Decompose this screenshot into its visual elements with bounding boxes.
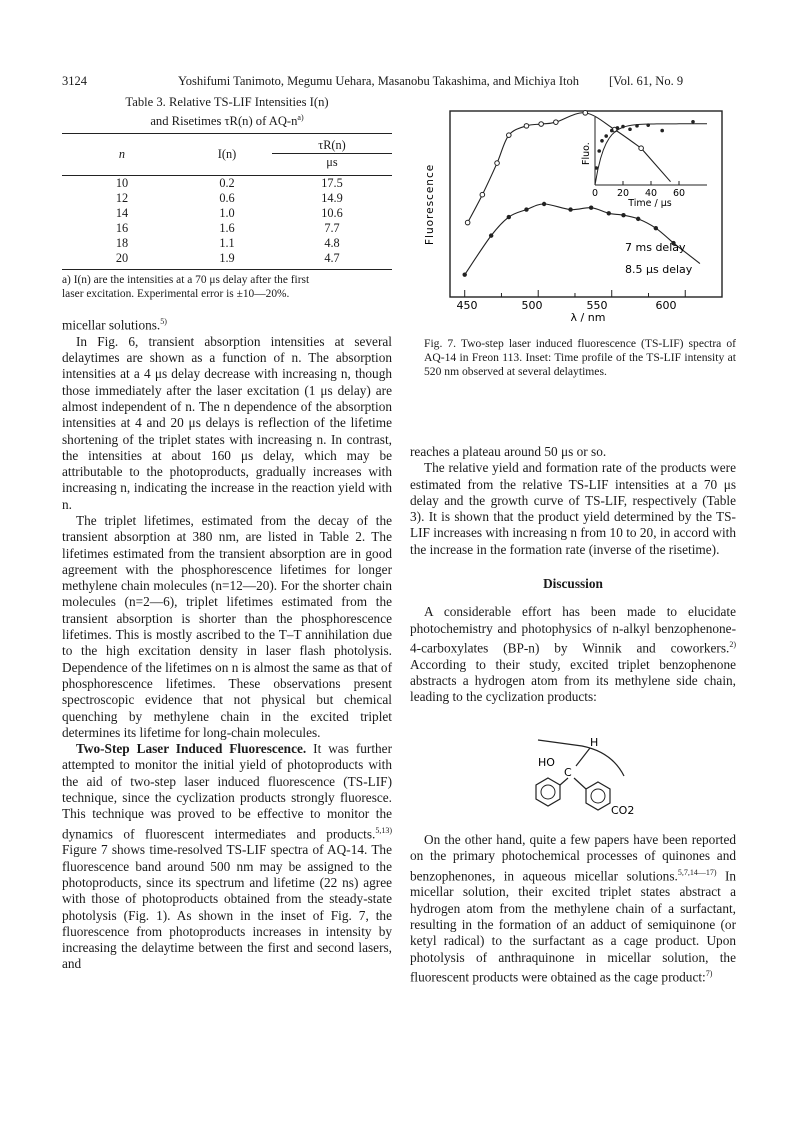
table-3-grid: [62, 137, 392, 266]
inset-data-point: [597, 149, 601, 153]
paragraph: On the other hand, quite a few papers have been reported on the primary photochemical processes of quinones and benzophenones, in aqueous micellar solutions.: [410, 832, 736, 884]
inset-tick-label: 40: [644, 188, 658, 199]
col-n-header: n: [118, 146, 126, 161]
data-point-open: [539, 122, 544, 127]
data-point-filled: [589, 206, 593, 210]
inset-growth-curve: [595, 124, 707, 185]
inset-data-point: [595, 166, 599, 170]
inset-data-point: [660, 129, 664, 133]
atom-label-H: H: [590, 736, 599, 749]
table-3: [62, 95, 392, 301]
inset-data-point: [646, 123, 650, 127]
page-number: 3124: [62, 74, 87, 88]
col-tau-header: τR(n): [272, 137, 392, 154]
data-point-open: [495, 161, 500, 166]
atom-label-C: C: [564, 766, 572, 779]
inset-data-point: [621, 125, 625, 129]
x-tick-label: 450: [456, 299, 478, 312]
inset-x-label: Time / μs: [628, 198, 672, 209]
inset-data-point: [616, 126, 620, 130]
paragraph: It was further attempted to monitor the initial yield of photoproducts with the aid of two-step laser induced fluorescence (TS-LIF) technique, since the cyclization products strongly fluoresce. This technique was proved to be effective to monitor the dynamics of fluorescent intermediates and products.: [62, 741, 392, 842]
data-point-filled: [654, 226, 658, 230]
inset-data-point: [635, 124, 639, 128]
atom-label-CO2: CO2: [611, 804, 635, 817]
paragraph: The triplet lifetimes, estimated from the decay of the transient absorption at 380 nm, are listed in Table 2. The lifetimes estimated from the transient absorption are in good agreement with the phosphorescence lifetimes for longer methylene chain molecules (n=12—20). For the shorter chain molecules (n=2—6), triplet lifetimes estimated from the transient absorption is shorter than the phosphorescence lifetimes. This is mostly ascribed to the T–T annihilation due to the high excitation density in laser flash photolysis. Dependence of the lifetimes on n is almost the same as that of phosphorescence lifetimes. These observations present spectroscopic evidence that not physical but chemical quenching by methylene chain in the excited triplet determines its lifetime for long-chain molecules.: [62, 512, 392, 740]
data-point-filled: [524, 207, 528, 211]
inset-y-label: Fluo.: [581, 142, 592, 165]
atom-label-HO: HO: [538, 756, 555, 769]
running-head-volume: [Vol. 61, No. 9: [609, 74, 684, 88]
data-point-filled: [568, 207, 572, 211]
paragraph: The relative yield and formation rate of the products were estimated from the relative TS-LIF intensities at a 70 μs delay and the growth curve of TS-LIF, respectively (Table 3). It is shown that the product yield determined by the TS-LIF increases with increasing n from 10 to 20, in accord with the increase in the formation rate (inverse of the risetime).: [410, 460, 736, 557]
data-point-filled: [507, 215, 511, 219]
figure-7-caption: Fig. 7. Two-step laser induced fluorescence (TS-LIF) spectra of AQ-14 in Freon 113. Inset: Time profile of the TS-LIF intensity at 520 nm observed at several delaytimes.: [424, 337, 736, 378]
table-row: 12 0.6 14.9: [115, 191, 343, 206]
col-tau-unit: μs: [326, 155, 338, 170]
inset-data-point: [691, 120, 695, 124]
data-point-filled: [463, 272, 467, 276]
paragraph: According to their study, excited triplet benzophenone abstracts a hydrogen atom from its methylene side chain, leading to the cyclization products:: [410, 656, 736, 705]
cyclization-product-structure: [520, 732, 670, 822]
running-head-authors: Yoshifumi Tanimoto, Megumu Uehara, Masanobu Takashima, and Michiya Itoh: [178, 74, 579, 88]
data-point-filled: [636, 217, 640, 221]
right-column-lower: On the other hand, quite a few papers have been reported on the primary photochemical processes of quinones and benzophenones, in aqueous micellar solutions.$^{5,7,14—17)}$ In micellar solution, their excited triplet states abstract a hydrogen atom from the methylene chain of a surfactant, resulting in the formation of an adduct of semiquinone (or ketyl radical) to the surfactant as a cage product. Upon photolysis of anthraquinone in micellar solution, the fluorescent products were obtained as the cage product:$^{7)}$: [410, 832, 737, 985]
inset-tick-label: 20: [616, 188, 630, 199]
figure-7-chart: [405, 95, 735, 330]
x-tick-label: 500: [521, 299, 543, 312]
col-I-header: I(n): [217, 146, 237, 161]
table-row: 18 1.1 4.8: [115, 236, 340, 251]
data-point-open: [583, 111, 588, 116]
right-column-upper: reaches a plateau around 50 μs or so. The relative yield and formation rate of the products were estimated from the relative TS-LIF intensities at a 70 μs delay and the growth curve of TS-LIF, respectively (Table 3). It is shown that the product yield determined by the TS-LIF increases with increasing n from 10 to 20, in accord with the increase in the formation rate (inverse of the risetime). Discussion A considerable effort has been made to elucidate photochemistry and photophysics of n-alkyl benzophenone-4-carboxylates (BP-n) by Winnik and coworkers.$^{2)}$ According to their study, excited triplet benzophenone abstracts a hydrogen atom from its methylene side chain, leading to the cyclization products:: [410, 444, 736, 705]
table-3-footnote: a) I(n) are the intensities at a 70 μs delay after the first laser excitation. Experimental error is ±10—20%.: [62, 274, 310, 300]
paragraph: reaches a plateau around 50 μs or so.: [410, 444, 607, 459]
table-row: 20 1.9 4.7: [115, 251, 340, 266]
paragraph: A considerable effort has been made to elucidate photochemistry and photophysics of n-alkyl benzophenone-4-carboxylates (BP-n) by Winnik and coworkers.: [410, 604, 736, 656]
curve-label-8.5us: 8.5 μs delay: [625, 263, 693, 276]
curve-label-7ms: 7 ms delay: [625, 241, 686, 254]
table-3-title: Table 3. Relative TS-LIF Intensities I(n) and Risetimes τR(n) of $AQ-n^{a)}$: [125, 95, 329, 129]
inset-data-point: [604, 134, 608, 138]
table-row: 14 1.0 10.6: [115, 206, 343, 221]
data-point-filled: [542, 202, 546, 206]
inset-data-point: [610, 129, 614, 133]
table-row: 10 0.2 17.5: [115, 176, 343, 191]
inset-tick-label: 60: [672, 188, 686, 199]
x-tick-label: 600: [655, 299, 677, 312]
benzene-ring: [536, 778, 560, 806]
x-tick-label: 550: [586, 299, 608, 312]
data-point-filled: [621, 213, 625, 217]
table-row: 16 1.6 7.7: [115, 221, 340, 236]
paragraph: In Fig. 6, transient absorption intensities at several delaytimes are shown as a function of n. The absorption intensities at a 4 μs delay decrease with increasing n, though those immediately after the laser excitation (1 μs delay) are almost independent of n. The n dependence of the absorption intensities at 4 and 20 μs delays is reflection of the lifetime shortening of the triplet states with increasing n. In contrast, the intensities at about 160 μs delay, which may be attributable to the photoproducts, gradually increases with increasing n, indicating the increase in the reaction yield with n.: [62, 333, 392, 512]
left-column: micellar solutions.$^{5)}$ In Fig. 6, transient absorption intensities at several delaytimes are shown as a function of n. The absorption intensities at a 4 μs delay decrease with increasing n, though those immediately after the laser excitation (1 μs delay) are almost independent of n. The n dependence of the absorption intensities at 4 and 20 μs delays is reflection of the lifetime shortening of the triplet states with increasing n. In contrast, the intensities at about 160 μs delay, which may be attributable to the photoproducts, gradually increases with increasing n, indicating the increase in the reaction yield with n. The triplet lifetimes, estimated from the decay of the transient absorption at 380 nm, are listed in Table 2. The lifetimes estimated from the transient absorption are in good agreement with the phosphorescence lifetimes for longer methylene chain molecules (n=12—20). For the shorter chain molecules (n=2—6), triplet lifetimes estimated from the transient absorption is shorter than the phosphorescence lifetimes. This is mostly ascribed to the T–T annihilation due to the high excitation density in laser flash photolysis. Dependence of the lifetimes on n is almost the same as that of phosphorescence lifetimes. These observations present spectroscopic evidence that not physical but chemical quenching by methylene chain in the excited triplet determines its lifetime for long-chain molecules. Two-Step Laser Induced Fluorescence. It was further attempted to monitor the initial yield of photoproducts with the aid of two-step laser induced fluorescence (TS-LIF) technique, since the cyclization products strongly fluoresce. This technique was proved to be effective to monitor the dynamics of fluorescent intermediates and products.$^{5,13)}$ Figure 7 shows time-resolved TS-LIF spectra of AQ-14. The fluorescence band around 500 nm may be assigned to the photoproducts, since its spectrum and lifetime (22 ns) agree with those of photoproducts obtained from the steady-state photolysis (Fig. 1). As shown in the inset of Fig. 7, the fluorescence from photoproducts increases in intensity by increasing the delaytime between the first and second lasers, and: [62, 317, 392, 972]
data-point-open: [480, 192, 485, 197]
discussion-heading: Discussion: [543, 576, 603, 592]
data-point-open: [524, 124, 529, 129]
benzene-ring: [586, 782, 610, 810]
inset-tick-label: 0: [591, 188, 599, 199]
data-point-filled: [607, 211, 611, 215]
data-point-open: [639, 146, 644, 151]
inset-data-point: [628, 127, 632, 131]
data-point-open: [465, 220, 470, 225]
inset-data-point: [600, 139, 604, 143]
paragraph: Figure 7 shows time-resolved TS-LIF spectra of AQ-14. The fluorescence band around 500 nm may be assigned to the photoproducts, since its spectrum and lifetime (22 ns) agree with those of photoproducts obtained from the steady-state photolysis (Fig. 1). As shown in the inset of Fig. 7, the fluorescence from photoproducts increases in intensity by increasing the delaytime between the first and second lasers, and: [62, 842, 392, 972]
paragraph: In micellar solution, their excited triplet states abstract a hydrogen atom from the methylene chain of a surfactant, resulting in the formation of an adduct of semiquinone (or ketyl radical) to the surfactant as a cage product. Upon photolysis of anthraquinone in micellar solution, the fluorescent products were obtained as the cage product:: [410, 868, 737, 985]
x-axis-label: λ / nm: [570, 311, 606, 324]
paragraph: micellar solutions.: [62, 317, 161, 333]
data-point-open: [554, 120, 559, 125]
data-point-filled: [489, 233, 493, 237]
section-run-in-heading: Two-Step Laser Induced Fluorescence.: [76, 741, 307, 757]
y-axis-label: Fluorescence: [424, 163, 436, 245]
data-point-open: [507, 133, 512, 138]
